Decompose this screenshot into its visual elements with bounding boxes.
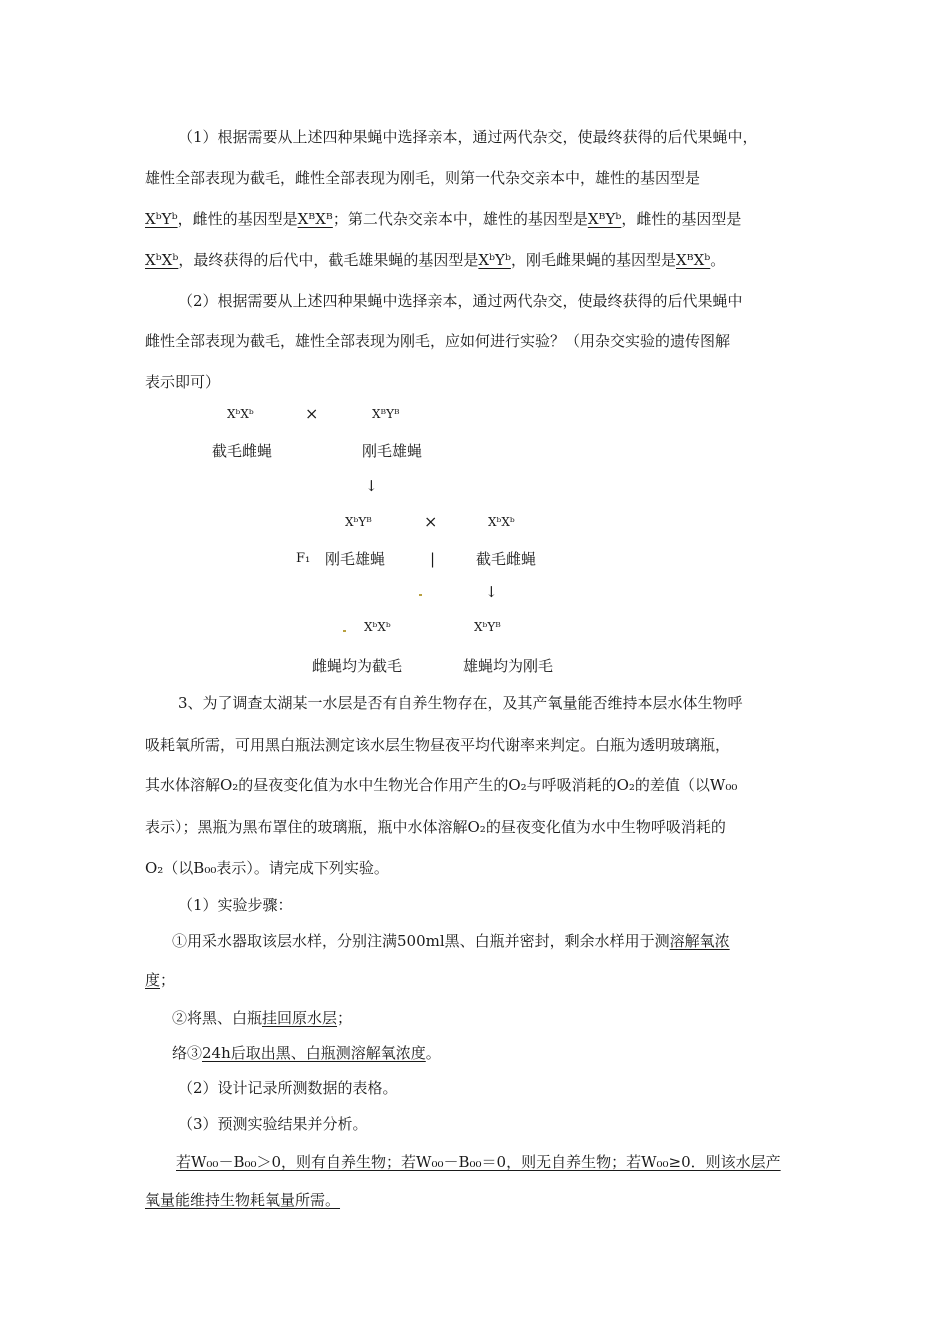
f2-male-label: 雄蝇均为刚毛	[463, 657, 554, 675]
p-male-genotype: XᴮYᴮ	[372, 407, 400, 421]
f1-tag: F₁	[296, 551, 311, 566]
answer-blank: XᵇYᵇ	[478, 251, 511, 269]
answer-line	[176, 1151, 781, 1173]
step-line	[145, 969, 175, 991]
p-female-label: 截毛雌蝇	[212, 442, 273, 460]
text-run: ，雌性的基因型是	[177, 210, 298, 228]
paragraph-line: 雌性全部表现为截毛，雄性全部表现为刚毛，应如何进行实验？（用杂交实验的遗传图解	[145, 332, 731, 350]
answer-blank: XᵇYᵇ	[145, 210, 178, 228]
f1-male-label: 刚毛雄蝇	[325, 550, 386, 568]
answer-blank: 24h后取出黑、白瓶测溶解氧浓度	[202, 1044, 426, 1062]
step-line	[172, 1007, 352, 1029]
f1-female-label: 截毛雌蝇	[476, 550, 537, 568]
f1-female-genotype: XᵇXᵇ	[488, 515, 515, 529]
answer-blank: XᴮYᵇ	[587, 210, 622, 228]
text-run: ；	[337, 1009, 353, 1027]
section-heading: （1）实验步骤：	[178, 896, 293, 914]
answer-blank: 溶解氧浓	[669, 932, 730, 950]
step-line	[172, 1042, 441, 1064]
paragraph-line: 表示即可）	[145, 373, 221, 391]
cross-symbol: ×	[305, 404, 319, 423]
answer-blank: XᵇXᵇ	[145, 251, 179, 269]
p-female-genotype: XᵇXᵇ	[227, 407, 254, 421]
section-heading: （2）设计记录所测数据的表格。	[178, 1079, 398, 1097]
step-line	[172, 930, 730, 952]
paragraph-line: 吸耗氧所需，可用黑白瓶法测定该水层生物昼夜平均代谢率来判定。白瓶为透明玻璃瓶，	[145, 736, 731, 754]
text-run: 。	[710, 251, 726, 269]
text-run: ；	[160, 971, 176, 989]
answer-blank: 氧量能维持生物耗氧量所需。	[145, 1191, 341, 1209]
paragraph-line: （1）根据需要从上述四种果蝇中选择亲本，通过两代杂交，使最终获得的后代果蝇中，	[178, 128, 758, 146]
text-run: ②将黑、白瓶	[172, 1009, 263, 1027]
paragraph-line: 表示）；黑瓶为黑布罩住的玻璃瓶，瓶中水体溶解O₂的昼夜变化值为水中生物呼吸消耗的	[145, 818, 726, 836]
down-arrow-icon: ↓	[485, 583, 498, 601]
section-heading: （3）预测实验结果并分析。	[178, 1115, 368, 1133]
text-run: 络③	[172, 1044, 203, 1062]
text-run: ，雌性的基因型是	[621, 210, 742, 228]
bar-symbol: |	[430, 550, 436, 568]
paragraph-line	[145, 208, 741, 230]
f2-female-genotype: XᵇXᵇ	[364, 620, 391, 634]
answer-blank: 挂回原水层	[262, 1009, 338, 1027]
text-run: 。	[425, 1044, 441, 1062]
paragraph-line: O₂（以B₀₀表示）。请完成下列实验。	[145, 859, 389, 877]
down-arrow-icon: ↓	[365, 477, 378, 495]
cross-symbol: ×	[424, 512, 438, 531]
answer-blank: XᴮXᴮ	[297, 210, 333, 228]
text-run: ，最终获得的后代中，截毛雄果蝇的基因型是	[178, 251, 479, 269]
answer-blank: 度	[145, 971, 161, 989]
paragraph-line: 3、为了调查太湖某一水层是否有自养生物存在，及其产氧量能否维持本层水体生物呼	[178, 694, 743, 712]
text-run: ，刚毛雌果蝇的基因型是	[510, 251, 676, 269]
answer-blank: 若W₀₀－B₀₀＞0，则有自养生物；若W₀₀－B₀₀＝0，则无自养生物；若W₀₀≥0．则该水层产	[176, 1153, 781, 1171]
text-run: ；第二代杂交亲本中，雄性的基因型是	[332, 210, 588, 228]
answer-blank: XᴮXᵇ	[675, 251, 711, 269]
paragraph-line: （2）根据需要从上述四种果蝇中选择亲本，通过两代杂交，使最终获得的后代果蝇中	[178, 292, 743, 310]
f2-male-genotype: XᵇYᴮ	[474, 620, 501, 634]
text-run: ①用采水器取该层水样，分别注满500ml黑、白瓶并密封，剩余水样用于测	[172, 932, 670, 950]
answer-line	[145, 1189, 340, 1211]
paragraph-line: 其水体溶解O₂的昼夜变化值为水中生物光合作用产生的O₂与呼吸消耗的O₂的差值（以W₀₀	[145, 776, 738, 794]
f2-female-label: 雌蝇均为截毛	[312, 657, 403, 675]
paragraph-line: 雄性全部表现为截毛，雌性全部表现为刚毛，则第一代杂交亲本中，雄性的基因型是	[145, 169, 701, 187]
paragraph-line	[145, 249, 725, 271]
ink-speck	[343, 630, 346, 632]
f1-male-genotype: XᵇYᴮ	[345, 515, 372, 529]
ink-speck	[419, 594, 422, 596]
p-male-label: 刚毛雄蝇	[362, 442, 423, 460]
